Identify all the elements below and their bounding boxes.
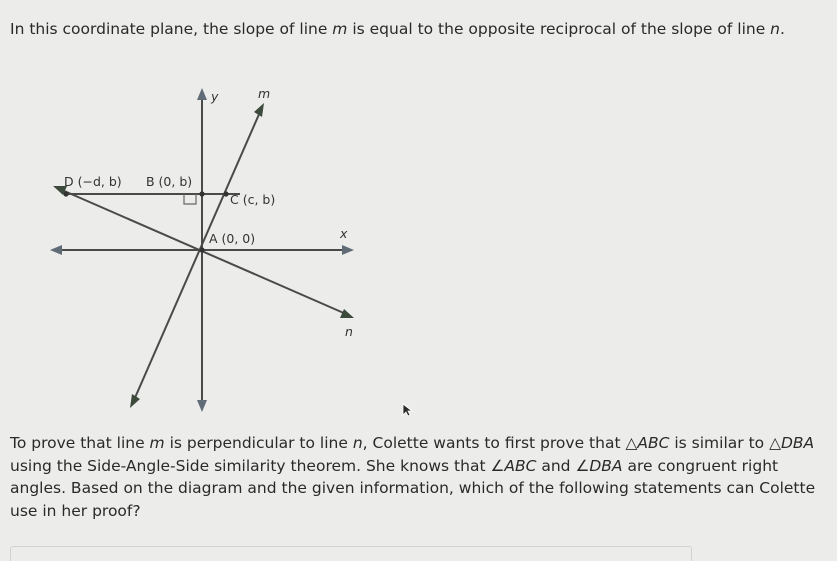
- triangle-dba-ref: △DBA: [769, 434, 815, 452]
- triangle-abc-ref: △ABC: [625, 434, 670, 452]
- question-text: To prove that line m is perpendicular to line n, Colette wants to first prove that △ABC is similar to △DBA using the Side-Angle-Side similarity theorem. She knows that ∠ABC and ∠DBA are congruent right angles. Based on the diagram and the given information, which of the following statements can Colette use in her proof?: [10, 434, 816, 520]
- angle-abc-ref: ∠ABC: [490, 456, 537, 475]
- angle-dba-ref: ∠DBA: [575, 456, 623, 475]
- right-angle-marker: [184, 194, 196, 204]
- point-A-label: A (0, 0): [209, 231, 256, 246]
- point-C-label: C (c, b): [230, 192, 276, 207]
- mouse-cursor-icon: [402, 403, 414, 417]
- line-n-label: n: [345, 324, 353, 339]
- coordinate-diagram: [40, 80, 370, 420]
- line-n-ref: n: [770, 20, 780, 38]
- y-axis-up-arrow: [197, 88, 207, 100]
- x-axis-right-arrow: [342, 245, 354, 255]
- point-D-label: D (−d, b): [64, 174, 122, 189]
- line-m: [130, 103, 264, 408]
- line-m-label: m: [258, 86, 271, 101]
- y-axis-label: y: [211, 89, 219, 104]
- line-m-lower-arrow: [130, 394, 140, 408]
- line-m-upper-arrow: [254, 103, 264, 117]
- y-axis-down-arrow: [197, 400, 207, 412]
- point-B-label: B (0, b): [146, 174, 193, 189]
- point-B: [199, 191, 204, 196]
- x-axis-label: x: [340, 226, 348, 241]
- line-m-ref: m: [332, 20, 348, 38]
- intro-text: In this coordinate plane, the slope of line m is equal to the opposite reciprocal of the slope of line n.: [10, 20, 785, 38]
- point-C: [223, 191, 228, 196]
- point-D: [63, 191, 68, 196]
- point-A: [199, 247, 204, 252]
- x-axis-left-arrow: [50, 245, 62, 255]
- line-n-lower-arrow: [340, 309, 354, 318]
